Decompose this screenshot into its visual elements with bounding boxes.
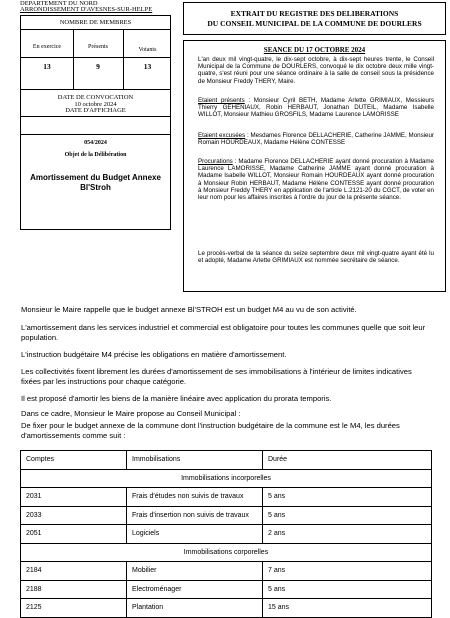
excuses-list: : Mesdames Florence DELLACHERIE, Catherine JAMME, Monsieur Romain HOURDEAUX, Madame Hélène CONTESSE <box>198 132 434 147</box>
object-line1: Amortissement du Budget Annexe <box>30 173 161 182</box>
value-en-exercice: 13 <box>43 62 51 71</box>
seance-title: SEANCE DU 17 OCTOBRE 2024 <box>263 46 366 54</box>
table-row <box>21 562 432 581</box>
cell-compte: 2125 <box>21 599 127 618</box>
table-row <box>21 525 432 544</box>
seance-box <box>183 40 446 292</box>
header-immobilisations: Immobilisations <box>127 451 263 470</box>
excuses-label: Etaient excusées <box>198 132 246 139</box>
procurations-label: Procurations <box>198 158 233 165</box>
section-row <box>21 469 432 488</box>
cell-duree: 5 ans <box>263 488 432 507</box>
value-presents: 9 <box>96 62 100 71</box>
extract-title-line2: DU CONSEIL MUNICIPAL DE LA COMMUNE DE DOURLERS <box>207 19 422 28</box>
section-corporelles: Immobilisations corporelles <box>21 543 432 562</box>
cell-compte: 2033 <box>21 506 127 525</box>
table-row <box>21 580 432 599</box>
affichage-label: DATE D'AFFICHAGE <box>65 107 126 114</box>
cell-immobilisation: Frais d'études non suivis de travaux <box>127 488 263 507</box>
members-info-box <box>20 15 171 230</box>
extract-title-line1: EXTRAIT DU REGISTRE DES DELIBERATIONS <box>230 9 399 18</box>
section-row <box>21 543 432 562</box>
table-row <box>21 488 432 507</box>
object-label: Objet de la Délibération <box>64 152 127 158</box>
table-row <box>21 506 432 525</box>
cell-immobilisation: Mobilier <box>127 562 263 581</box>
paragraph-5: Il est proposé d'amortir les biens de la manière linéaire avec application du prorata temporis. <box>21 394 332 403</box>
cell-duree: 2 ans <box>263 525 432 544</box>
section-incorporelles: Immobilisations incorporelles <box>21 469 432 488</box>
cell-immobilisation: Logiciels <box>127 525 263 544</box>
header-votants: Votants <box>138 47 157 53</box>
cell-compte: 2184 <box>21 562 127 581</box>
paragraph-6: Dans ce cadre, Monsieur le Maire propose au Conseil Municipal : <box>21 409 241 418</box>
value-votants: 13 <box>143 62 152 71</box>
deliberation-number: 054/2024 <box>84 140 107 146</box>
paragraph-4: Les collectivités fixent librement les durées d'amortissement de ses immobilisations à l'intérieur de limites indicatives fixées par les instructions pour chaque catégorie. <box>21 367 412 386</box>
cell-duree: 5 ans <box>263 580 432 599</box>
header-comptes: Comptes <box>21 451 127 470</box>
header-duree: Durée <box>263 451 432 470</box>
seance-procurations <box>198 158 434 201</box>
procurations-list: : Madame Florence DELLACHERIE ayant donné procuration à Madame Laurence LAMORISSE, Madame Catherine JAMME ayant donné procuration à Madame Isabelle WILLOT, Monsieur Romain HOURDEAUX ayant donné procuration à Monsieur Robin HERBAUT, Madame Hélène CONTESSE ayant donné procuration à Monsieur Freddy THERY en application de l'article L.2121-20 du CGCT, de voter en leur nom pour les affaires inscrites à l'ordre du jour de la présente séance. <box>198 158 434 202</box>
cell-compte: 2188 <box>21 580 127 599</box>
cell-compte: 2031 <box>21 488 127 507</box>
cell-duree: 15 ans <box>263 599 432 618</box>
convocation-label: DATE DE CONVOCATION <box>57 94 134 101</box>
convocation-date: 10 octobre 2024 <box>74 101 117 108</box>
department-label: DEPARTEMENT DU NORD <box>20 0 98 7</box>
cell-compte: 2051 <box>21 525 127 544</box>
paragraph-1: Monsieur le Maire rappelle que le budget annexe Bl'STROH est un budget M4 au vu de son activité. <box>21 305 357 314</box>
cell-immobilisation: Electroménager <box>127 580 263 599</box>
presents-label: Etaient présents <box>198 97 245 104</box>
table-header-row <box>21 451 432 470</box>
header-presents: Présents <box>88 44 108 50</box>
seance-excuses <box>198 132 434 146</box>
header-en-exercice: En exercice <box>32 44 62 50</box>
seance-pv: Le procès-verbal de la séance du seize septembre deux mil vingt-quatre ayant été lu et adopté, Madame Arlette GRIMIAUX est nommée secrétaire de séance. <box>198 250 434 265</box>
paragraph-3: L'instruction budgétaire M4 précise les obligations en matière d'amortissement. <box>21 350 287 359</box>
paragraph-2: L'amortissement dans les services industriel et commercial est obligatoire pour toutes les communes quelle que soit leur population. <box>21 323 426 342</box>
members-title: NOMBRE DE MEMBRES <box>59 19 132 26</box>
extract-title-box <box>183 2 446 35</box>
seance-intro: L'an deux mil vingt-quatre, le dix-sept octobre, à dix-sept heures trente, le Conseil Municipal de la Commune de DOURLERS, convoqué le dix octobre deux mille vingt-quatre, s'est réuni pour une séance ordinaire à la salle de conseil sous la présidence de Monsieur Freddy THERY, Maire. <box>198 56 434 85</box>
arrondissement-label: ARRONDISSEMENT D'AVESNES-SUR-HELPE <box>20 6 153 13</box>
cell-duree: 5 ans <box>263 506 432 525</box>
object-line2: Bl'Stroh <box>80 183 111 192</box>
cell-immobilisation: Frais d'insertion non suivis de travaux <box>127 506 263 525</box>
presents-list: : Monsieur Cyril BETH, Madame Arlette GRIMIAUX, Messieurs Thierry GEHENIAUX, Robin HERBAUT, Jonathan DUTEIL, Madame Isabelle WILLOT, Monsieur Mathieu GROSFILS, Madame Laurence LAMORISSE <box>198 97 435 119</box>
cell-immobilisation: Plantation <box>127 599 263 618</box>
seance-presents <box>198 97 434 119</box>
paragraph-7: De fixer pour le budget annexe de la commune dont l'instruction budgétaire de la commune est le M4, les durées d'amortissements comme suit : <box>21 421 400 440</box>
table-row <box>21 599 432 618</box>
amortization-table <box>20 450 432 618</box>
cell-duree: 7 ans <box>263 562 432 581</box>
